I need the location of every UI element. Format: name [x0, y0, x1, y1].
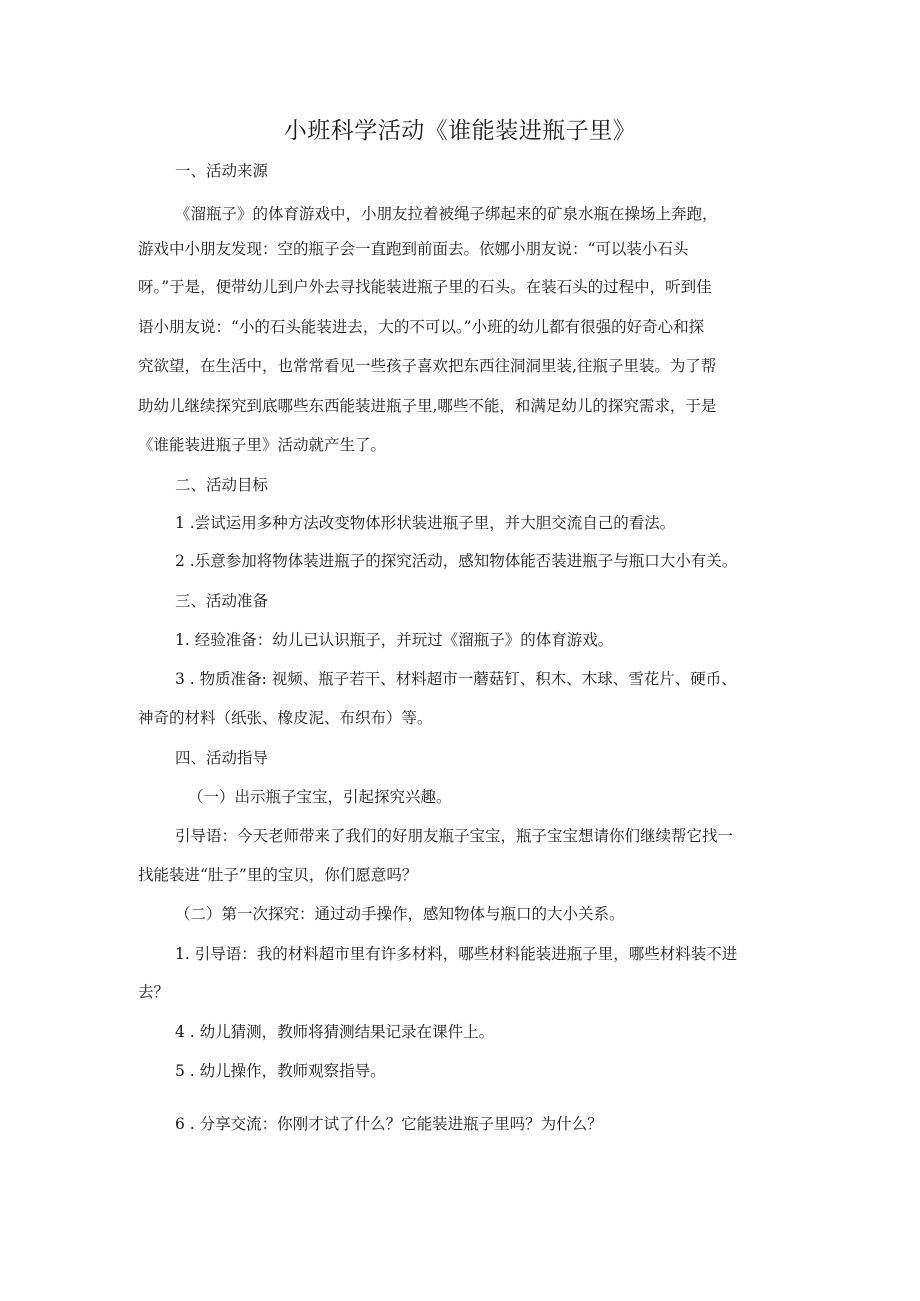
paragraph-line: 究欲望，在生活中，也常常看见一些孩子喜欢把东西往洞洞里装,往瓶子里装。为了帮: [138, 357, 717, 375]
paragraph-line: 找能装进“肚子”里的宝贝，你们愿意吗？: [138, 866, 418, 884]
paragraph-line: 呀。”于是，便带幼儿到户外去寻找能装进瓶子里的石头。在装石头的过程中，听到佳: [138, 278, 712, 296]
list-item: 1. 引导语：我的材料超市里有许多材料，哪些材料能装进瓶子里，哪些材料装不进: [175, 945, 738, 963]
subsection-heading: （二）第一次探究：通过动手操作，感知物体与瓶口的大小关系。: [175, 905, 625, 923]
paragraph-line: 游戏中小朋友发现：空的瓶子会一直跑到前面去。依娜小朋友说：“可以装小石头: [138, 240, 689, 258]
paragraph-line: 神奇的材料（纸张、橡皮泥、布织布）等。: [138, 709, 433, 727]
document-title: 小班科学活动《谁能装进瓶子里》: [283, 118, 637, 144]
section-heading-1: 一、活动来源: [175, 162, 269, 180]
subsection-heading: （一）出示瓶子宝宝，引起探究兴趣。: [188, 788, 452, 806]
list-item: 2 .乐意参加将物体装进瓶子的探究活动，感知物体能否装进瓶子与瓶口大小有关。: [175, 552, 738, 570]
paragraph-line: 引导语：今天老师带来了我们的好朋友瓶子宝宝，瓶子宝宝想请你们继续帮它找一: [175, 827, 734, 845]
paragraph-line: 《溜瓶子》的体育游戏中，小朋友拉着被绳子绑起来的矿泉水瓶在操场上奔跑，: [175, 205, 718, 223]
paragraph-line: 语小朋友说：“小的石头能装进去，大的不可以。”小班的幼儿都有很强的好奇心和探: [138, 318, 705, 336]
list-item: 6 . 分享交流：你刚才试了什么？它能装进瓶子里吗？为什么？: [175, 1115, 603, 1133]
list-item: 3 . 物质准备: 视频、瓶子若干、材料超市一蘑菇钉、积木、木球、雪花片、硬币、: [175, 670, 737, 688]
paragraph-line: 去？: [138, 983, 170, 1001]
paragraph-line: 助幼儿继续探究到底哪些东西能装进瓶子里,哪些不能，和满足幼儿的探究需求，于是: [138, 397, 717, 415]
section-heading-3: 三、活动准备: [175, 592, 269, 610]
list-item: 1 .尝试运用多种方法改变物体形状装进瓶子里，并大胆交流自己的看法。: [175, 514, 676, 532]
section-heading-4: 四、活动指导: [175, 749, 269, 767]
list-item: 1. 经验准备：幼儿已认识瓶子，并玩过《溜瓶子》的体育游戏。: [175, 631, 614, 649]
section-heading-2: 二、活动目标: [175, 476, 269, 494]
paragraph-line: 《谁能装进瓶子里》活动就产生了。: [138, 436, 387, 454]
list-item: 4 . 幼儿猜测，教师将猜测结果记录在课件上。: [175, 1023, 495, 1041]
list-item: 5 . 幼儿操作，教师观察指导。: [175, 1062, 386, 1080]
